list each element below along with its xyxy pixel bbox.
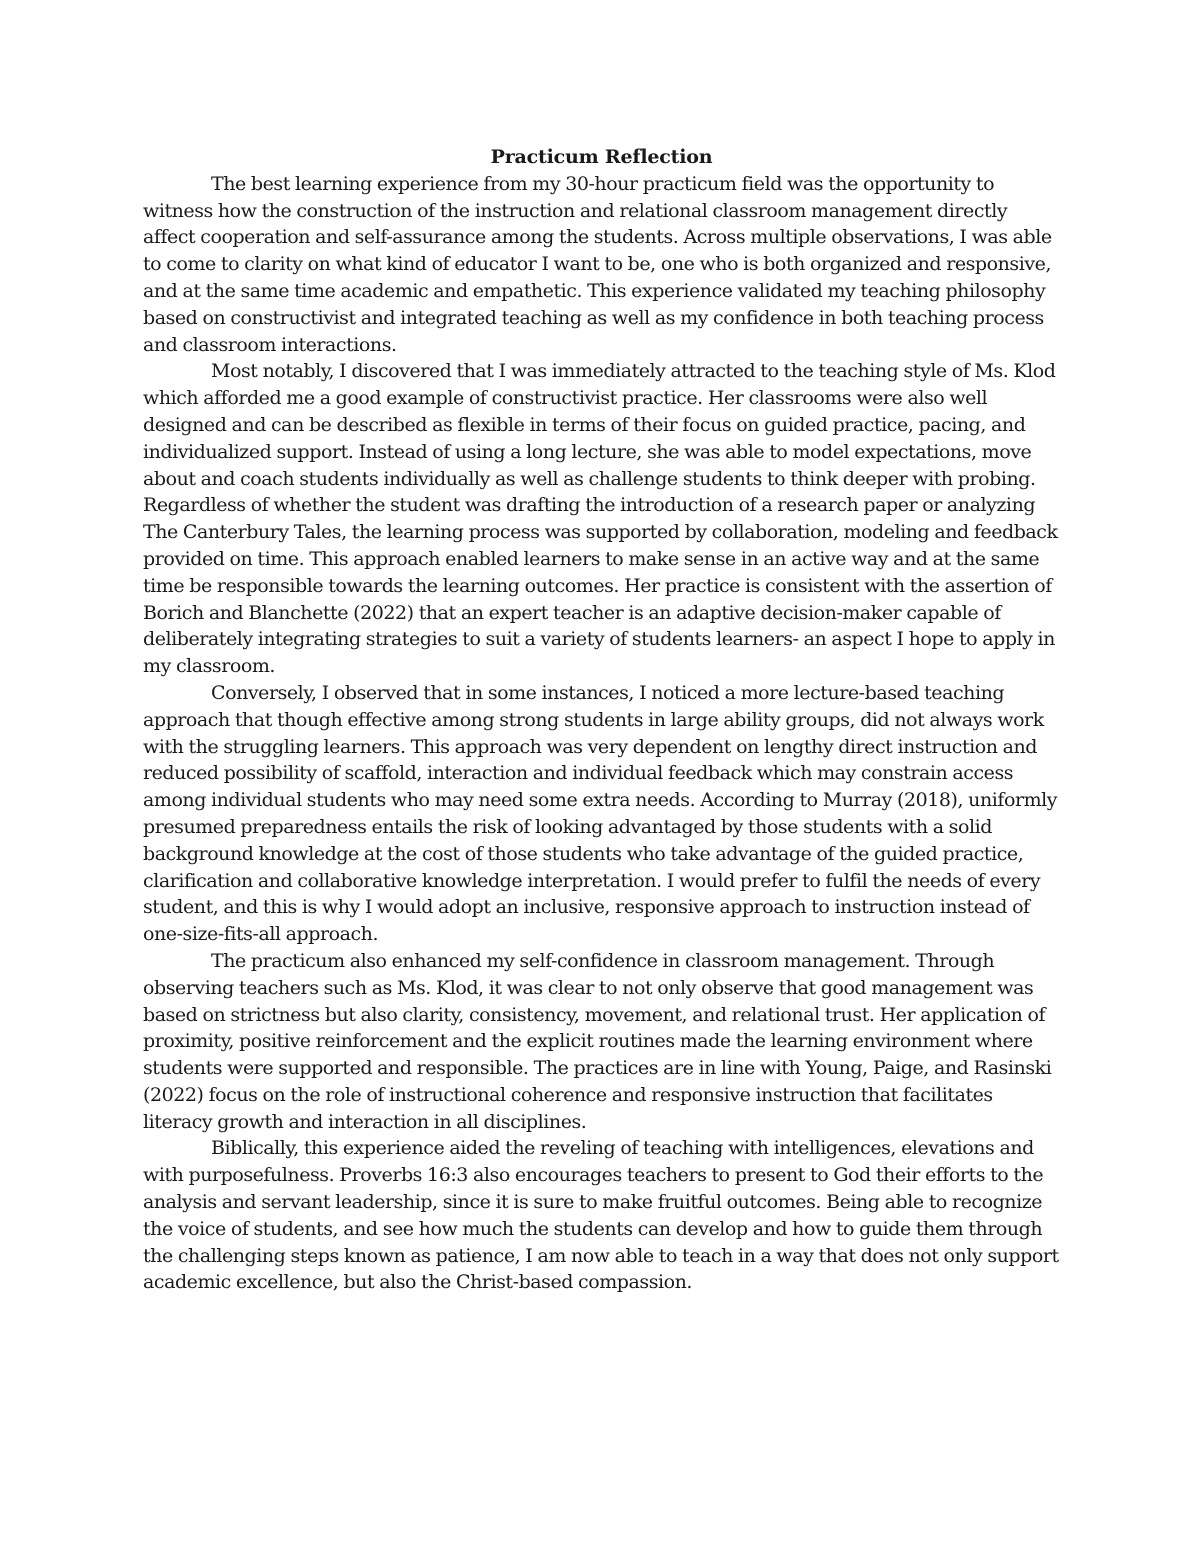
paragraph-1: The best learning experience from my 30-hour practicum field was the opportunity to witness how the construction of the instruction and relational classroom management directly affect cooperation and self-assurance among the students. Across multiple observations, I was able to come to clarity on what kind of educator I want to be, one who is both organized and responsive, and at the same time academic and empathetic. This experience validated my teaching philosophy based on constructivist and integrated teaching as well as my confidence in both teaching process and classroom interactions. bbox=[143, 172, 1052, 356]
paragraph-3: Conversely, I observed that in some instances, I noticed a more lecture-based teaching approach that though effective among strong students in large ability groups, did not always work with the struggling learners. This approach was very dependent on lengthy direct instruction and reduced possibility of scaffold, interaction and individual feedback which may constrain access among individual students who may need some extra needs. According to Murray (2018), uniformly presumed preparedness entails the risk of looking advantaged by those students with a solid background knowledge at the cost of those students who take advantage of the guided practice, clarification and collaborative knowledge interpretation. I would prefer to fulfil the needs of every student, and this is why I would adopt an inclusive, responsive approach to instruction instead of one-size-fits-all approach. bbox=[143, 681, 1058, 946]
paragraph-4: The practicum also enhanced my self-confidence in classroom management. Through observing teachers such as Ms. Klod, it was clear to not only observe that good management was based on strictness but also clarity, consistency, movement, and relational trust. Her application of proximity, positive reinforcement and the explicit routines made the learning environment where students were supported and responsible. The practices are in line with Young, Paige, and Rasinski (2022) focus on the role of instructional coherence and responsive instruction that facilitates literacy growth and interaction in all disciplines. bbox=[143, 949, 1052, 1133]
paragraph-2: Most notably, I discovered that I was immediately attracted to the teaching style of Ms. Klod which afforded me a good example of constructivist practice. Her classrooms were also well designed and can be described as flexible in terms of their focus on guided practice, pacing, and individualized support. Instead of using a long lecture, she was able to model expectations, move about and coach students individually as well as challenge students to think deeper with probing. Regardless of whether the student was drafting the introduction of a research paper or analyzing The Canterbury Tales, the learning process was supported by collaboration, modeling and feedback provided on time. This approach enabled learners to make sense in an active way and at the same time be responsible towards the learning outcomes. Her practice is consistent with the assertion of Borich and Blanchette (2022) that an expert teacher is an adaptive decision-maker capable of deliberately integrating strategies to suit a variety of students learners- an aspect I hope to apply in my classroom. bbox=[143, 360, 1058, 678]
document-title: Practicum Reflection bbox=[490, 146, 713, 168]
paragraph-5: Biblically, this experience aided the reveling of teaching with intelligences, elevations and with purposefulness. Proverbs 16:3 also encourages teachers to present to God their efforts to the analysis and servant leadership, since it is sure to make fruitful outcomes. Being able to recognize the voice of students, and see how much the students can develop and how to guide them through the challenging steps known as patience, I am now able to teach in a way that does not only support academic excellence, but also the Christ-based compassion. bbox=[143, 1137, 1059, 1294]
